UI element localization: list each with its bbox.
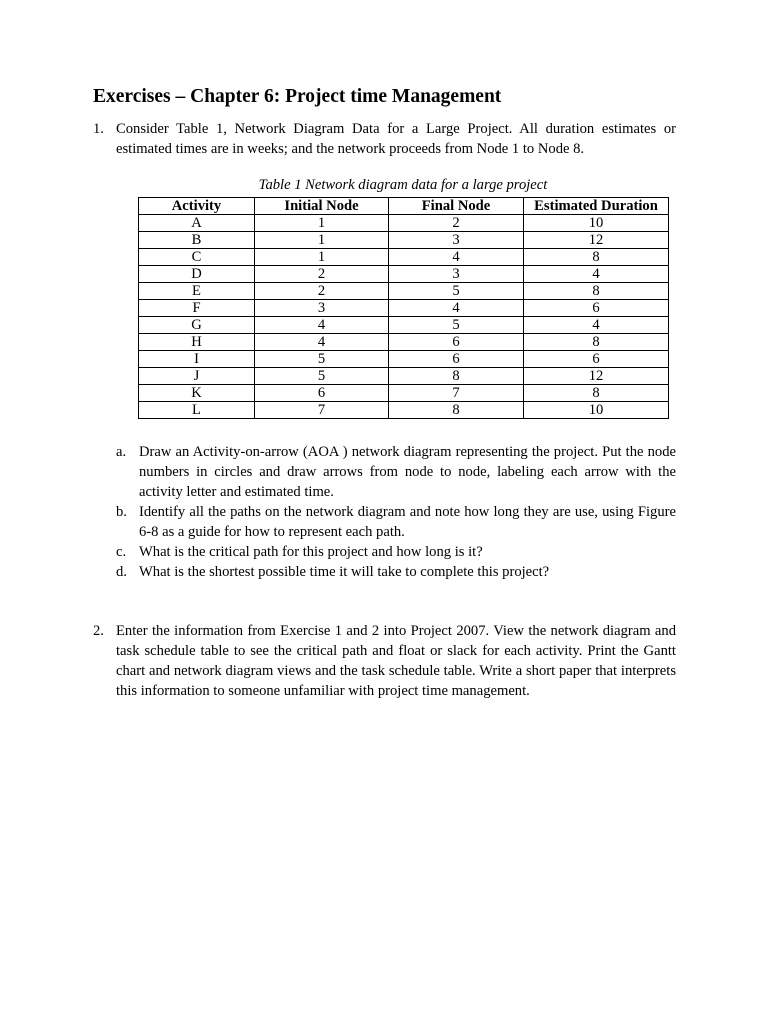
cell-activity: I [139,351,255,368]
subquestion-d [116,562,676,582]
cell-initial-node: 5 [255,368,389,385]
cell-initial-node: 4 [255,317,389,334]
cell-estimated-duration: 10 [524,215,669,232]
subquestion-letter: d. [116,564,127,580]
cell-initial-node: 1 [255,215,389,232]
cell-activity: A [139,215,255,232]
table-row [139,249,669,266]
cell-initial-node: 3 [255,300,389,317]
table-row [139,317,669,334]
cell-initial-node: 1 [255,232,389,249]
subquestion-text: What is the critical path for this project and how long is it? [139,544,483,560]
cell-estimated-duration: 6 [524,351,669,368]
cell-activity: H [139,334,255,351]
table-row [139,266,669,283]
subquestion-a [116,442,676,502]
cell-initial-node: 2 [255,283,389,300]
subquestion-text: Identify all the paths on the network diagram and note how long they are use, using Figure 6-8 as a guide for how to represent each path. [139,504,676,540]
cell-final-node: 6 [389,351,524,368]
cell-estimated-duration: 8 [524,249,669,266]
table-row [139,215,669,232]
header-activity: Activity [139,198,255,215]
question-2 [93,621,676,701]
cell-estimated-duration: 10 [524,402,669,419]
cell-initial-node: 5 [255,351,389,368]
cell-estimated-duration: 6 [524,300,669,317]
table-row [139,368,669,385]
subquestion-text: What is the shortest possible time it will take to complete this project? [139,564,550,580]
cell-final-node: 8 [389,368,524,385]
cell-final-node: 5 [389,283,524,300]
cell-initial-node: 1 [255,249,389,266]
cell-initial-node: 6 [255,385,389,402]
cell-activity: D [139,266,255,283]
table-header-row [139,198,669,215]
cell-final-node: 6 [389,334,524,351]
cell-final-node: 4 [389,300,524,317]
cell-activity: F [139,300,255,317]
header-initial-node: Initial Node [255,198,389,215]
table-row [139,385,669,402]
cell-activity: G [139,317,255,334]
subquestion-letter: c. [116,544,127,560]
cell-estimated-duration: 12 [524,368,669,385]
cell-estimated-duration: 4 [524,266,669,283]
question-2-number: 2. [93,623,104,639]
cell-initial-node: 4 [255,334,389,351]
cell-estimated-duration: 8 [524,385,669,402]
subquestion-list [116,442,676,582]
cell-final-node: 4 [389,249,524,266]
table-row [139,351,669,368]
table-row [139,402,669,419]
cell-activity: B [139,232,255,249]
table-row [139,334,669,351]
subquestion-c [116,542,676,562]
table-row [139,300,669,317]
page-title: Exercises – Chapter 6: Project time Management [93,86,502,107]
subquestion-text: Draw an Activity-on-arrow (AOA ) network diagram representing the project. Put the node numbers in circles and draw arrows from node to node, labeling each arrow with the activity letter and estimated time. [139,444,676,500]
cell-final-node: 5 [389,317,524,334]
cell-activity: K [139,385,255,402]
subquestion-letter: b. [116,504,127,520]
cell-estimated-duration: 8 [524,334,669,351]
cell-activity: E [139,283,255,300]
cell-estimated-duration: 12 [524,232,669,249]
table-row [139,232,669,249]
question-1-text: Consider Table 1, Network Diagram Data for a Large Project. All duration estimates or estimated times are in weeks; and the network proceeds from Node 1 to Node 8. [116,121,676,157]
subquestion-b [116,502,676,542]
table-caption: Table 1 Network diagram data for a large project [258,177,548,193]
question-2-text: Enter the information from Exercise 1 and 2 into Project 2007. View the network diagram and task schedule table to see the critical path and float or slack for each activity. Print the Gantt chart and network diagram views and the task schedule table. Write a short paper that interprets this information to someone unfamiliar with project time management. [116,623,676,699]
cell-final-node: 8 [389,402,524,419]
table-body [139,215,669,419]
cell-activity: J [139,368,255,385]
cell-final-node: 7 [389,385,524,402]
cell-estimated-duration: 8 [524,283,669,300]
cell-initial-node: 7 [255,402,389,419]
cell-final-node: 3 [389,232,524,249]
question-1 [93,119,676,159]
table-row [139,283,669,300]
cell-activity: C [139,249,255,266]
subquestion-letter: a. [116,444,127,460]
header-estimated-duration: Estimated Duration [524,198,669,215]
cell-estimated-duration: 4 [524,317,669,334]
cell-initial-node: 2 [255,266,389,283]
network-diagram-table [138,197,669,419]
cell-activity: L [139,402,255,419]
question-1-number: 1. [93,121,104,137]
header-final-node: Final Node [389,198,524,215]
cell-final-node: 3 [389,266,524,283]
cell-final-node: 2 [389,215,524,232]
